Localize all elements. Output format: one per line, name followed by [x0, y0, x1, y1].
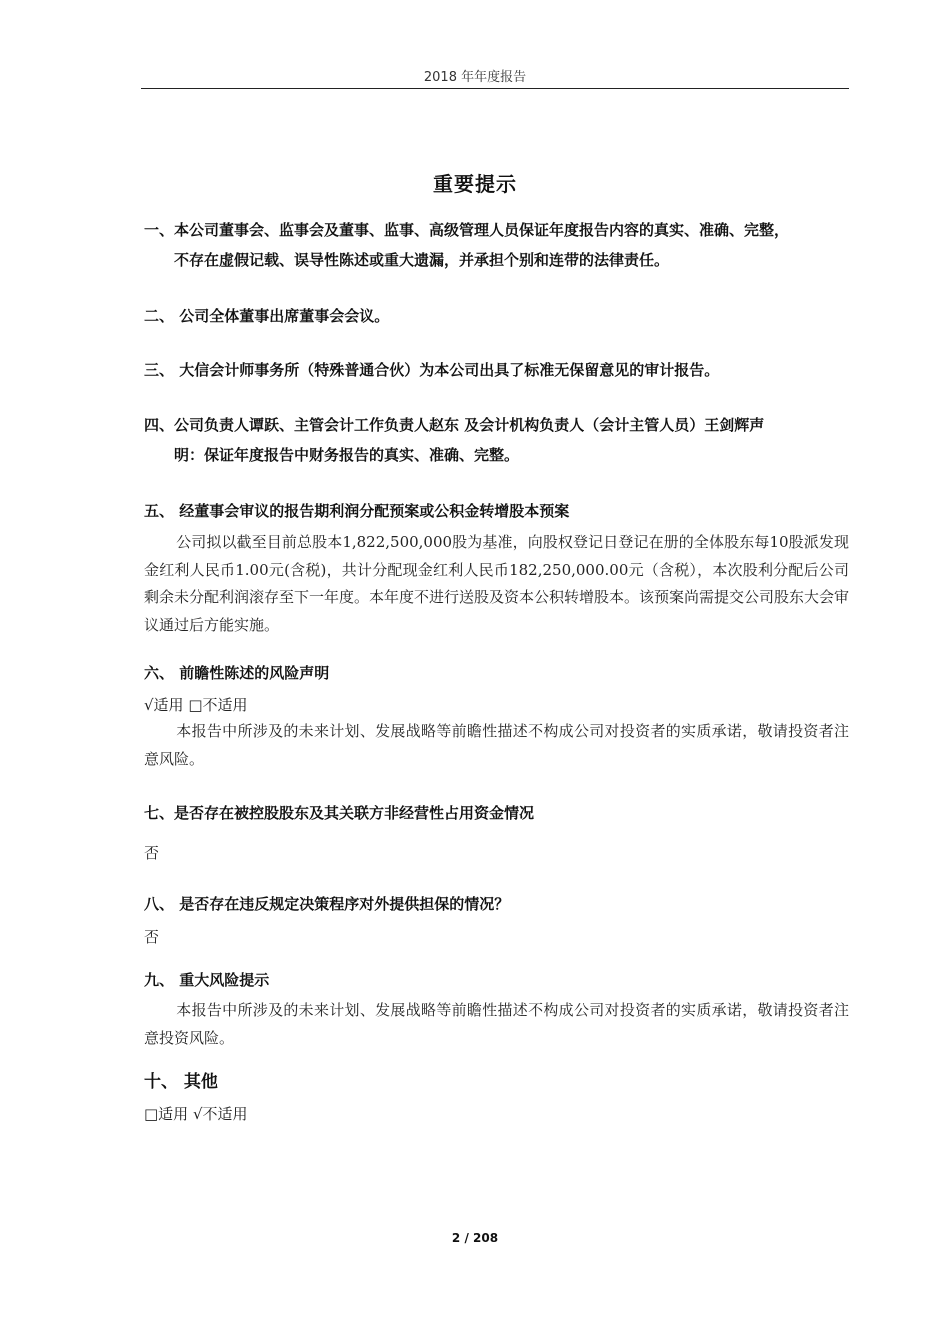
page-header: 2018 年年度报告 [423, 70, 527, 85]
section-1 [144, 219, 790, 269]
section-4-line2: 明：保证年度报告中财务报告的真实、准确、完整。 [174, 446, 520, 464]
section-10-heading: 十、 其他 [144, 1072, 218, 1092]
header-rule [141, 88, 849, 89]
section-4-line1: 四、公司负责人谭跃、主管会计工作负责人赵东 及会计机构负责人（会计主管人员）王剑辉声 [144, 416, 765, 434]
section-10-options: □适用 √不适用 [144, 1105, 248, 1123]
section-6-text: 本报告中所涉及的未来计划、发展战略等前瞻性描述不构成公司对投资者的实质承诺，敬请投资者注意风险。 [144, 722, 849, 768]
section-6-options: √适用 □不适用 [144, 696, 248, 714]
section-6-heading: 六、 前瞻性陈述的风险声明 [144, 664, 330, 682]
section-8-heading: 八、 是否存在违反规定决策程序对外提供担保的情况？ [144, 895, 510, 913]
page-number: 2 / 208 [451, 1231, 499, 1245]
section-5-body [144, 529, 849, 639]
section-9-body [144, 997, 849, 1052]
section-6-body [144, 718, 849, 773]
page-title: 重要提示 [433, 172, 517, 196]
section-3-heading: 三、 大信会计师事务所（特殊普通合伙）为本公司出具了标准无保留意见的审计报告。 [144, 361, 720, 379]
section-9-text: 本报告中所涉及的未来计划、发展战略等前瞻性描述不构成公司对投资者的实质承诺，敬请投资者注意投资风险。 [144, 1001, 849, 1047]
section-1-line2: 不存在虚假记载、误导性陈述或重大遗漏，并承担个别和连带的法律责任。 [174, 251, 670, 269]
section-2-heading: 二、 公司全体董事出席董事会会议。 [144, 307, 390, 325]
section-8-answer: 否 [144, 928, 160, 946]
section-9-heading: 九、 重大风险提示 [144, 971, 270, 989]
section-5-text: 公司拟以截至目前总股本1,822,500,000股为基准，向股权登记日登记在册的全体股东每10股派发现金红利人民币1.00元(含税)，共计分配现金红利人民币182,250,000.00元（含税），本次股利分配后公司剩余未分配利润滚存至下一年度。本年度不进行送股及资本公积转增股本。该预案尚需提交公司股东大会审议通过后方能实施。 [144, 533, 850, 634]
section-7-heading: 七、是否存在被控股股东及其关联方非经营性占用资金情况 [144, 804, 535, 822]
section-1-line1: 一、本公司董事会、监事会及董事、监事、高级管理人员保证年度报告内容的真实、准确、完整， [144, 221, 790, 239]
section-5-heading: 五、 经董事会审议的报告期利润分配预案或公积金转增股本预案 [144, 502, 570, 520]
section-7-answer: 否 [144, 844, 160, 862]
section-4 [144, 414, 765, 464]
